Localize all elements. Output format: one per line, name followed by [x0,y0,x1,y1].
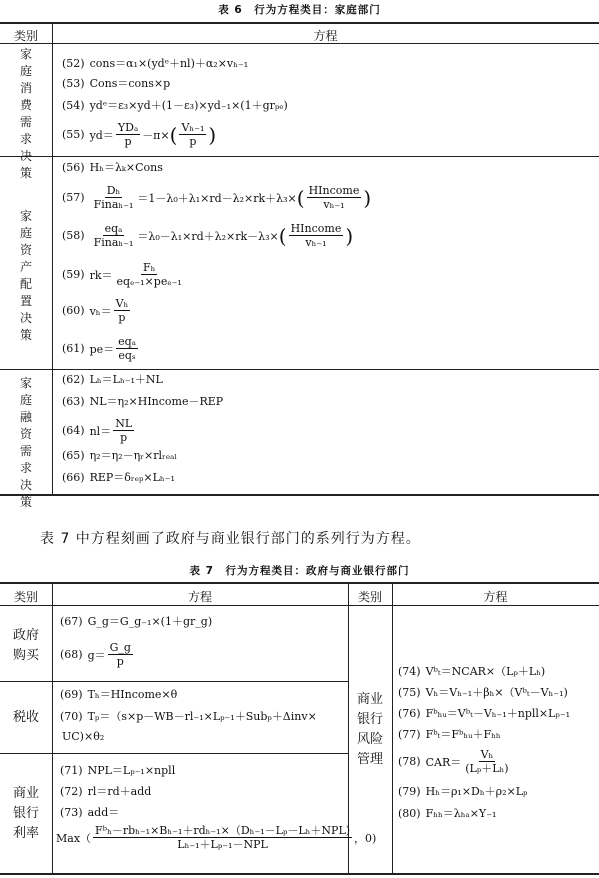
fraction-numerator: HIncome [290,222,342,235]
equation-text: Fᵇₜ＝Fᵇₕᵤ＋Fₕₕ [425,728,501,741]
equation-number: (71) [60,763,83,777]
equation-text: UC)×θ₂ [62,730,105,743]
fraction [115,261,184,288]
table6-category-consumption: 家 庭 消 费 需 求 决 策 [19,47,32,180]
equation-number: (75) [398,685,421,699]
equation-body [90,121,217,148]
table7-divider-1 [52,582,53,873]
equation-row [62,121,216,148]
fraction-denominator: p [189,135,197,148]
equation-number: (76) [398,706,421,720]
equation-row [60,804,119,820]
equation-body [426,748,513,775]
equation-number: (69) [60,687,83,701]
fraction-numerator: Dₕ [106,184,121,197]
equation-body [90,297,133,324]
equation-part: ＝1－λ₀＋λ₁×rd－λ₂×rk＋λ₃× [137,191,297,205]
equation-text: Fᵇₕᵤ＝Vᵇₜ－Vₕ₋₁＋npll×Lₚ₋₁ [425,707,571,720]
equation-text: ydᵉ＝ε₃×yd＋(1－ε₃)×yd₋₁×(1＋grₚₑ) [89,99,288,112]
fraction-denominator: Lₕ₋₁＋Lₚ₋₁－NPL [177,838,268,851]
table6-header-category: 类别 [13,29,38,43]
table7-category-bank-risk: 商业 银行 风险 管理 [356,692,383,767]
equation-row [398,705,570,721]
equation-row [56,824,376,851]
equation-text: η₂＝η₂－ηᵣ×rlᵣₑₐₗ [89,449,177,462]
fraction-denominator: p [116,655,124,668]
equation-row [398,783,527,799]
fraction-numerator: Fₕ [142,261,156,274]
fraction-numerator: Fᵇₕ－rbₕ₋₁×Bₕ₋₁＋rdₕ₋₁×（Dₕ₋₁－Lₚ－Lₕ＋NPL) [95,824,351,837]
table7-header-category: 类别 [13,590,38,604]
equation-row [62,184,371,211]
equation-row [62,222,353,249]
equation-number: (73) [60,805,83,819]
fraction-numerator: Vₕ₋₁ [181,121,205,134]
equation-number: (79) [398,784,421,798]
equation-row [60,641,135,668]
fraction [116,121,140,148]
equation-number: (53) [62,76,85,90]
equation-part: nl＝ [89,424,112,438]
fraction-numerator: eqₐ [118,335,136,348]
fraction [93,824,352,851]
equation-body [56,824,376,851]
equation-part: ( [169,122,178,147]
equation-part: －π× [142,128,170,142]
table7-header-category-2: 类别 [357,590,382,604]
equation-part: CAR＝ [425,755,462,769]
equation-row [62,730,104,743]
equation-text: Vᵇₜ＝NCAR×（Lₚ＋Lₕ) [425,665,546,678]
equation-number: (70) [60,709,83,723]
table6-category-asset-allocation: 家 庭 资 产 配 置 决 策 [19,209,32,342]
fraction [92,184,136,211]
table7-top-rule [0,582,599,584]
equation-row [60,613,212,629]
fraction [307,184,362,211]
equation-text: REP＝δᵣₑₚ×Lₕ₋₁ [89,471,175,484]
equation-row [62,297,132,324]
fraction-denominator: eqₛ [118,349,136,362]
equation-part: ，0) [354,831,377,845]
equation-part: g＝ [87,648,106,662]
table7-caption: 表 7 行为方程类目：政府与商业银行部门 [189,565,410,577]
fraction-denominator: p [124,135,132,148]
equation-text: Tₕ＝HIncome×θ [87,688,178,701]
equation-body [90,261,186,288]
equation-part: ) [363,185,372,210]
fraction [116,335,138,362]
table7-header-rule [0,605,599,606]
fraction-numerator: YDₐ [117,121,139,134]
equation-row [62,469,175,485]
equation-number: (54) [62,98,85,112]
equation-part: rk＝ [89,268,113,282]
equation-number: (80) [398,806,421,820]
equation-part: ＝λ₀－λ₁×rd＋λ₂×rk－λ₃× [137,229,279,243]
table6-column-divider [52,22,53,494]
equation-number: (62) [62,372,85,386]
equation-part: yd＝ [89,128,114,142]
equation-row [60,708,317,724]
equation-text: Hₕ＝ρ₁×Dₕ＋ρ₂×Lₚ [425,785,528,798]
equation-part: vₕ＝ [89,304,112,318]
fraction-numerator: Vₕ [480,748,494,761]
equation-text: rl＝rd＋add [87,785,152,798]
table6-caption: 表 6 行为方程类目：家庭部门 [218,4,381,16]
equation-text: Tₚ＝（s×p－WB－rl₋₁×Lₚ₋₁＋Subₚ＋Δinv× [87,710,317,723]
fraction-denominator: p [118,311,126,324]
equation-text: NPL＝Lₚ₋₁×npll [87,764,176,777]
equation-row [62,447,177,463]
fraction-denominator: Finaₕ₋₁ [93,198,134,211]
equation-row [398,805,496,821]
table7-category-government-purchase: 政府 购买 [12,628,39,663]
equation-number: (65) [62,448,85,462]
equation-row [62,55,248,71]
table7-category-bank-rate: 商业 银行 利率 [12,786,39,841]
equation-text: Cons＝cons×p [89,77,171,90]
table6-header-equation: 方程 [313,29,338,43]
equation-row [62,335,140,362]
equation-body [90,417,137,444]
fraction-denominator: eqₑ₋₁×peₑ₋₁ [116,275,182,288]
equation-row [398,663,545,679]
equation-number: (64) [62,424,85,437]
fraction [113,417,134,444]
equation-text: Lₕ＝Lₕ₋₁＋NL [89,373,163,386]
table6-top-rule [0,22,599,24]
equation-number: (58) [62,229,85,242]
equation-text: add＝ [87,806,120,819]
equation-number: (60) [62,304,85,317]
table6-group2-rule [0,369,599,370]
equation-number: (74) [398,664,421,678]
table7-category-tax: 税收 [12,710,39,725]
equation-number: (59) [62,268,85,281]
fraction [108,641,133,668]
equation-row [398,748,513,775]
equation-number: (72) [60,784,83,798]
fraction-denominator: vₕ₋₁ [305,236,327,249]
fraction [289,222,344,249]
fraction-denominator: Finaₕ₋₁ [93,236,134,249]
equation-row [62,393,223,409]
equation-row [62,75,170,91]
equation-text: NL＝η₂×HIncome－REP [89,395,224,408]
equation-body [90,222,354,249]
table7-bottom-rule [0,873,599,875]
fraction-numerator: HIncome [308,184,360,197]
equation-number: (66) [62,470,85,484]
equation-part: ) [208,122,217,147]
equation-text: cons＝α₁×(ydᵉ＋nl)＋α₂×vₕ₋₁ [89,57,249,70]
equation-row [62,261,186,288]
fraction [114,297,131,324]
equation-row [60,686,177,702]
equation-part: ( [278,223,287,248]
equation-number: (67) [60,614,83,628]
equation-row [60,783,151,799]
equation-row [398,684,568,700]
table6-group1-rule [0,156,599,157]
fraction-numerator: NL [115,417,133,430]
equation-row [398,726,501,742]
fraction [463,748,510,775]
equation-number: (68) [60,648,83,661]
equation-number: (56) [62,160,85,174]
equation-text: Hₕ＝λₖ×Cons [89,161,163,174]
equation-body [90,184,372,211]
equation-body [88,641,135,668]
fraction-numerator: Vₕ [115,297,129,310]
table7-header-equation: 方程 [187,590,212,604]
equation-number: (77) [398,727,421,741]
table6-category-financing: 家 庭 融 资 需 求 决 策 [19,376,32,509]
equation-part: pe＝ [89,342,115,356]
equation-number: (78) [398,755,421,768]
equation-text: G_g＝G_g₋₁×(1＋gr_g) [87,615,213,628]
table6-bottom-rule [0,494,599,496]
equation-part: ( [296,185,305,210]
equation-number: (55) [62,128,85,141]
equation-number: (63) [62,394,85,408]
equation-text: Fₕₕ＝λₕₐ×Y₋₁ [425,807,497,820]
equation-row [62,417,136,444]
table7-divider-3 [392,582,393,873]
fraction-numerator: eqₐ [104,222,123,235]
fraction-numerator: G_g [109,641,131,654]
equation-row [62,97,288,113]
equation-number: (57) [62,191,85,204]
equation-number: (52) [62,56,85,70]
equation-number: (61) [62,342,85,355]
equation-body [90,335,140,362]
fraction [179,121,206,148]
fraction-denominator: vₕ₋₁ [323,198,345,211]
equation-part: Max（ [56,831,92,845]
fraction-denominator: p [120,431,128,444]
equation-text: Vₕ＝Vₕ₋₁＋βₕ×（Vᵇₜ－Vₕ₋₁) [425,686,568,699]
equation-row [62,371,163,387]
table7-header-equation-2: 方程 [483,590,508,604]
fraction-denominator: (Lₚ＋Lₕ) [465,762,509,775]
equation-row [60,762,175,778]
fraction [92,222,136,249]
equation-row [62,159,163,175]
body-paragraph: 表 7 中方程刻画了政府与商业银行部门的系列行为方程。 [40,531,421,547]
equation-part: ) [345,223,354,248]
